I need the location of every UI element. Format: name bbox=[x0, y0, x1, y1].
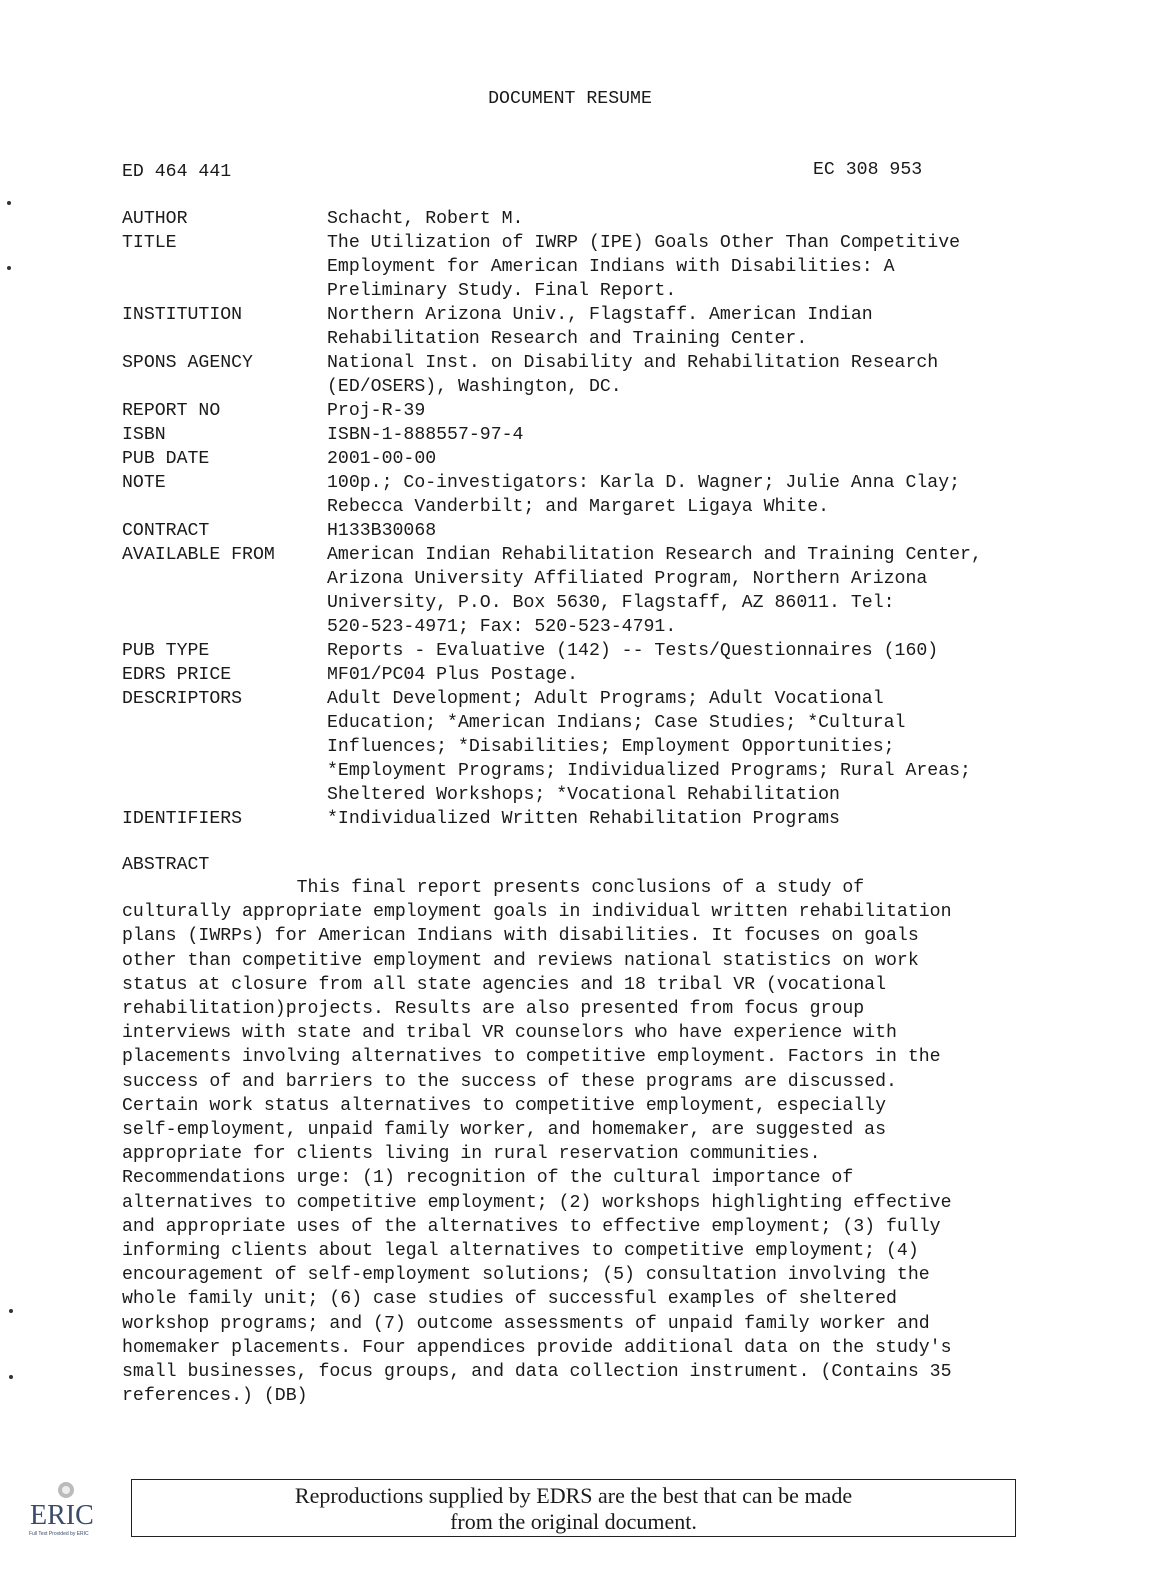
field-value: Reports - Evaluative (142) -- Tests/Questionnaires (160) bbox=[327, 641, 939, 661]
footer-line-2: from the original document. bbox=[450, 1509, 697, 1534]
field-value: American Indian Rehabilitation Research and Training Center, Arizona University Affiliated Program, Northern Arizona University, P.O. Box 5630, Flagstaff, AZ 86011. Tel: 520-523-4971; Fax: 520-523-4791. bbox=[327, 545, 982, 637]
field-row bbox=[122, 399, 1082, 423]
field-value: *Individualized Written Rehabilitation Programs bbox=[327, 809, 840, 829]
abstract-text: This final report presents conclusions of a study of culturally appropriate employment goals in individual written rehabilitation plans (IWRPs) for American Indians with disabilities. It focuses on goals other than competitive employment and reviews national statistics on work status at closure from all state agencies and 18 tribal VR (vocational rehabilitation)projects. Results are also presented from focus group interviews with state and tribal VR counselors who have experience with placements involving alternatives to competitive employment. Factors in the success of and barriers to the success of these programs are discussed. Certain work status alternatives to competitive employment, especially self-employment, unpaid family worker, and homemaker, are suggested as appropriate for clients living in rural reservation communities. Recommendations urge: (1) recognition of the cultural importance of alternatives to competitive employment; (2) workshops highlighting effective and appropriate uses of the alternatives to effective employment; (3) fully informing clients about legal alternatives to competitive employment; (4) encouragement of self-employment solutions; (5) consultation involving the whole family unit; (6) case studies of successful examples of sheltered workshop programs; and (7) outcome assessments of unpaid family worker and homemaker placements. Four appendices provide additional data on the study's small businesses, focus groups, and data collection instrument. (Contains 35 references.) (DB) bbox=[122, 878, 952, 1407]
field-value: Proj-R-39 bbox=[327, 401, 426, 421]
field-value: Adult Development; Adult Programs; Adult Vocational Education; *American Indians; Case Studies; *Cultural Influences; *Disabilities; Employment Opportunities; *Employment Programs; Individualized Programs; Rural Areas; Sheltered Workshops; *Vocational Rehabilitation bbox=[327, 689, 971, 805]
field-row bbox=[122, 807, 1082, 831]
field-value: ISBN-1-888557-97-4 bbox=[327, 425, 524, 445]
margin-speck bbox=[7, 266, 11, 270]
field-label: SPONS AGENCY bbox=[122, 353, 253, 373]
field-row bbox=[122, 519, 1082, 543]
field-value: National Inst. on Disability and Rehabilitation Research (ED/OSERS), Washington, DC. bbox=[327, 353, 939, 397]
field-value: Northern Arizona Univ., Flagstaff. American Indian Rehabilitation Research and Training Center. bbox=[327, 305, 873, 349]
field-row bbox=[122, 231, 1082, 303]
field-row bbox=[122, 447, 1082, 471]
field-row bbox=[122, 207, 1082, 231]
field-label: REPORT NO bbox=[122, 401, 221, 421]
field-row bbox=[122, 351, 1082, 399]
field-value: 2001-00-00 bbox=[327, 449, 437, 469]
field-value: 100p.; Co-investigators: Karla D. Wagner; Julie Anna Clay; Rebecca Vanderbilt; and Margaret Ligaya White. bbox=[327, 473, 961, 517]
field-row bbox=[122, 687, 1082, 807]
field-label: IDENTIFIERS bbox=[122, 809, 243, 829]
field-row bbox=[122, 303, 1082, 351]
eric-logo-text: ERIC bbox=[30, 1500, 94, 1531]
field-label: TITLE bbox=[122, 233, 177, 253]
field-label: PUB DATE bbox=[122, 449, 210, 469]
field-label: AVAILABLE FROM bbox=[122, 545, 275, 565]
field-label: NOTE bbox=[122, 473, 166, 493]
ec-number: EC 308 953 bbox=[813, 160, 923, 180]
field-row bbox=[122, 639, 1082, 663]
field-row bbox=[122, 423, 1082, 447]
margin-speck bbox=[9, 1309, 13, 1313]
field-value: The Utilization of IWRP (IPE) Goals Other Than Competitive Employment for American Indians with Disabilities: A Preliminary Study. Final Report. bbox=[327, 233, 961, 301]
field-row bbox=[122, 471, 1082, 519]
field-label: DESCRIPTORS bbox=[122, 689, 243, 709]
field-value: Schacht, Robert M. bbox=[327, 209, 524, 229]
field-row bbox=[122, 663, 1082, 687]
ed-number: ED 464 441 bbox=[122, 162, 232, 182]
metadata-fields bbox=[122, 207, 1082, 831]
field-label: EDRS PRICE bbox=[122, 665, 232, 685]
field-label: AUTHOR bbox=[122, 209, 188, 229]
field-row bbox=[122, 543, 1082, 639]
eric-logo bbox=[28, 1478, 98, 1538]
footer-notice bbox=[131, 1479, 1016, 1537]
margin-speck bbox=[9, 1375, 13, 1379]
field-label: ISBN bbox=[122, 425, 166, 445]
field-value: MF01/PC04 Plus Postage. bbox=[327, 665, 579, 685]
margin-speck bbox=[7, 201, 11, 205]
abstract-label: ABSTRACT bbox=[122, 855, 210, 875]
field-label: INSTITUTION bbox=[122, 305, 243, 325]
footer-line-1: Reproductions supplied by EDRS are the best that can be made bbox=[294, 1483, 853, 1508]
field-label: CONTRACT bbox=[122, 521, 210, 541]
document-title: DOCUMENT RESUME bbox=[488, 89, 652, 109]
field-value: H133B30068 bbox=[327, 521, 437, 541]
eric-logo-tagline: Full Text Provided by ERIC bbox=[29, 1531, 89, 1537]
field-label: PUB TYPE bbox=[122, 641, 210, 661]
